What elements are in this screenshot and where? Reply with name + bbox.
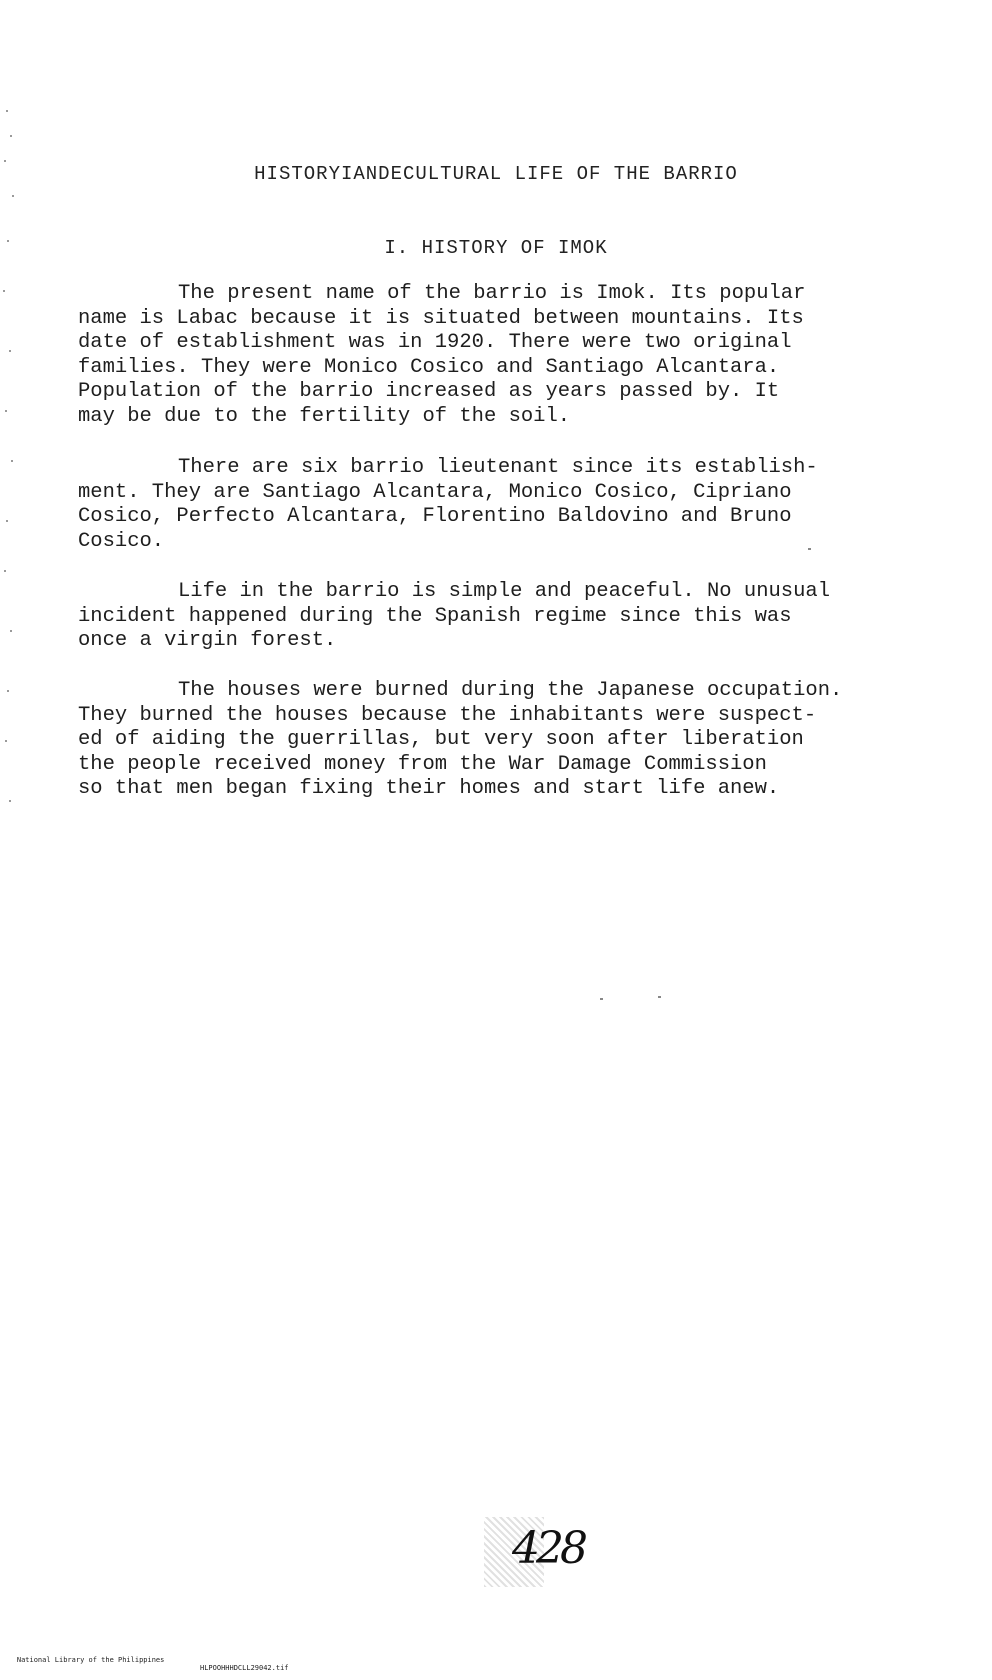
paragraph-line: name is Labac because it is situated between mountains. Its bbox=[78, 306, 804, 330]
paragraph-line: once a virgin forest. bbox=[78, 629, 337, 652]
paragraph-line: incident happened during the Spanish regime since this was bbox=[78, 604, 792, 628]
page-stamp-text: 428 bbox=[512, 1523, 584, 1574]
paragraph-line: the people received money from the War Damage Commission bbox=[78, 752, 767, 776]
scan-speck bbox=[6, 520, 8, 522]
scan-speck bbox=[11, 460, 13, 462]
paragraph-line: The houses were burned during the Japanese occupation. bbox=[178, 679, 843, 702]
paragraph-line: Cosico, Perfecto Alcantara, Florentino Baldovino and Bruno bbox=[78, 505, 792, 528]
footer-file-id: HLPOOHHHDCLL29042.tif bbox=[200, 1664, 289, 1672]
scan-speck bbox=[808, 548, 811, 550]
scan-speck bbox=[3, 290, 5, 292]
paragraph-line: The present name of the barrio is Imok. Its popular bbox=[178, 282, 806, 305]
scan-edge-noise bbox=[0, 100, 18, 860]
paragraph-line: There are six barrio lieutenant since its establish- bbox=[178, 456, 818, 479]
paragraph-line: date of establishment was in 1920. There were two original bbox=[78, 331, 792, 354]
paragraph-line: families. They were Monico Cosico and Santiago Alcantara. bbox=[78, 355, 780, 379]
scan-speck bbox=[9, 800, 11, 802]
paragraph-line: ment. They are Santiago Alcantara, Monico Cosico, Cipriano bbox=[78, 480, 792, 504]
paragraph-line: so that men began fixing their homes and start life anew. bbox=[78, 777, 780, 800]
scan-speck bbox=[9, 350, 11, 352]
paragraph-line: They burned the houses because the inhabitants were suspect- bbox=[78, 703, 817, 727]
scan-speck bbox=[7, 690, 9, 692]
scan-speck bbox=[600, 998, 603, 1000]
scan-speck bbox=[12, 195, 14, 197]
paragraph-line: Population of the barrio increased as years passed by. It bbox=[78, 380, 780, 403]
scan-speck bbox=[10, 135, 12, 137]
scan-speck bbox=[4, 160, 6, 162]
scan-footer bbox=[0, 1648, 289, 1680]
paragraph-line: may be due to the fertility of the soil. bbox=[78, 404, 571, 428]
scan-speck bbox=[6, 110, 8, 112]
scan-speck bbox=[5, 740, 7, 742]
paragraph-4 bbox=[78, 679, 958, 802]
paragraph-line: Cosico. bbox=[78, 529, 165, 553]
paragraph-line: ed of aiding the guerrillas, but very soon after liberation bbox=[78, 728, 804, 751]
scan-speck bbox=[5, 410, 7, 412]
scan-speck bbox=[4, 570, 6, 572]
paragraph-line: Life in the barrio is simple and peaceful. No unusual bbox=[178, 580, 831, 603]
paragraph-3 bbox=[78, 580, 958, 654]
scan-speck bbox=[658, 996, 661, 998]
document-title: HISTORYIANDECULTURAL LIFE OF THE BARRIO bbox=[254, 163, 738, 185]
section-heading: I. HISTORY OF IMOK bbox=[384, 237, 608, 259]
paragraph-2 bbox=[78, 456, 958, 554]
footer-library: National Library of the Philippines bbox=[16, 1656, 165, 1664]
scan-speck bbox=[10, 630, 12, 632]
page-number-stamp bbox=[484, 1517, 594, 1587]
paragraph-1 bbox=[78, 282, 958, 429]
